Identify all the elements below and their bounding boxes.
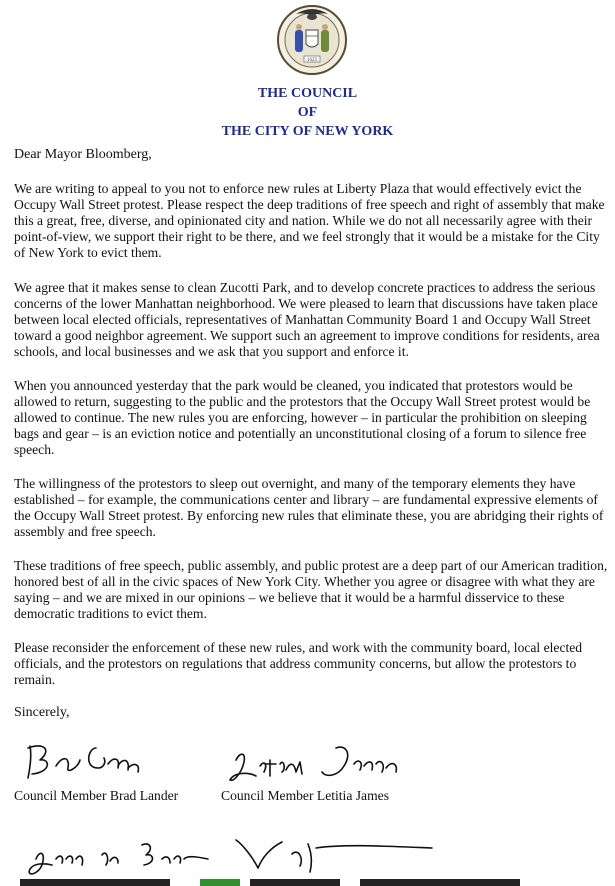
letterhead-line-1: THE COUNCIL <box>257 86 358 101</box>
signature-lower-left <box>22 835 222 879</box>
paragraph-5: These traditions of free speech, public assembly, and public protest are a deep part of our American tradition, honored best of all in the civic spaces of New York City. Whether you agree or disagree with what they are saying – and we are mixed in our opinions – we believe that it would be a harmful disservice to these democratic traditions to evict them. <box>14 558 608 621</box>
paragraph-1: We are writing to appeal to you not to enforce new rules at Liberty Plaza that would effectively evict the Occupy Wall Street protest. Please respect the deep traditions of free speech and right of assembly that make this a great, free, diverse, and opinionated city and nation. While we do not all necessarily agree with their point-of-view, we support their right to be there, and we feel strongly that it would be a mistake for the City of New York to evict them. <box>14 181 605 260</box>
city-council-seal <box>262 2 362 76</box>
paragraph-3: When you announced yesterday that the park would be cleaned, you indicated that protestors would be allowed to return, suggesting to the public and the protestors that the Occupy Wall Street protest would be allowed to continue. The new rules you are enforcing, however – in particular the prohibition on sleeping bags and gear – is an eviction notice and potentially an unconstitutional closing of a forum to silence free speech. <box>14 378 591 457</box>
letterhead-line-3: THE CITY OF NEW YORK <box>221 124 394 139</box>
letterhead-line-2: OF <box>297 105 318 120</box>
signatory-name-1: Council Member Brad Lander <box>14 788 179 803</box>
seal-year: 1625 <box>307 58 317 63</box>
signature-lower-right <box>232 834 442 878</box>
closing: Sincerely, <box>14 705 70 720</box>
signature-brad-lander <box>18 738 148 786</box>
paragraph-6: Please reconsider the enforcement of these new rules, and work with the community board, local elected officials, and the protestors on regulations that address community concerns, but allow the protestors to remain. <box>14 640 583 687</box>
salutation: Dear Mayor Bloomberg, <box>14 147 152 162</box>
signatory-name-2: Council Member Letitia James <box>221 788 389 803</box>
paragraph-4: The willingness of the protestors to sleep out overnight, and many of the temporary elements they have established – for example, the communications center and library – are fundamental expressive elements of the Occupy Wall Street protest. By enforcing new rules that eliminate these, you are abridging their rights of assembly and free speech. <box>14 476 604 539</box>
paragraph-2: We agree that it makes sense to clean Zucotti Park, and to develop concrete practices to address the serious concerns of the lower Manhattan neighborhood. We were pleased to learn that discussions have taken place between local elected officials, representatives of Manhattan Community Board 1 and Occupy Wall Street toward a good neighbor agreement. We support such an agreement to improve conditions for residents, area schools, and local businesses and we ask that you support and enforce it. <box>14 280 600 359</box>
cut-off-text-fragments <box>0 876 615 886</box>
signature-letitia-james <box>226 742 416 788</box>
